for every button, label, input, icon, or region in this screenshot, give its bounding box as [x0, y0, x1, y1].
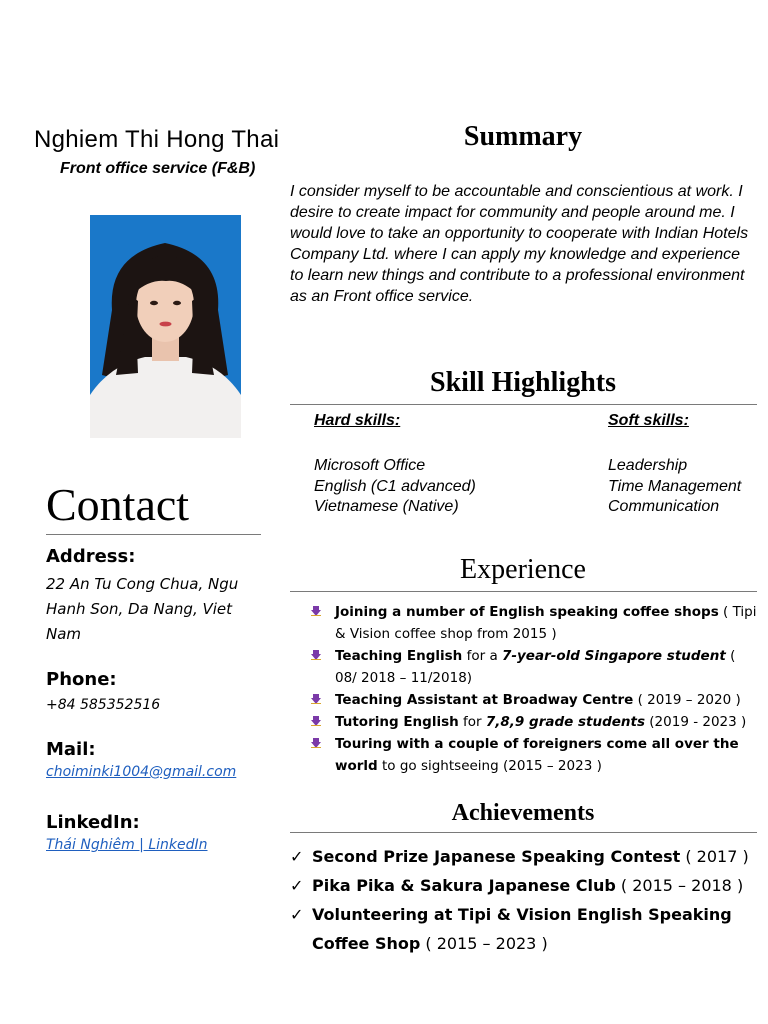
experience-divider [290, 591, 757, 592]
hard-skills-heading: Hard skills: [314, 412, 401, 429]
address-value: 22 An Tu Cong Chua, Ngu Hanh Son, Da Nang, Viet Nam [46, 575, 239, 643]
experience-item-dates: (2019 - 2023 ) [645, 714, 747, 730]
achievements-list [290, 842, 760, 958]
achievements-heading: Achievements [451, 800, 595, 826]
experience-item-detail: ( Tipi & Vision coffee shop from 2015 ) [335, 604, 757, 642]
soft-skill-item: Leadership [608, 457, 688, 474]
hard-skill-item: Vietnamese (Native) [314, 498, 459, 515]
arrow-down-bullet-icon [311, 716, 321, 726]
experience-item-emphasis: 7-year-old Singapore student [502, 648, 726, 664]
soft-skill-item: Communication [608, 498, 720, 515]
checkmark-icon: ✓ [290, 876, 304, 895]
experience-item-dates: ( 08/ 2018 – 11/2018) [335, 648, 736, 686]
experience-item [310, 733, 760, 777]
experience-item-dates: ( 2019 – 2020 ) [633, 692, 741, 708]
experience-item-title: Teaching Assistant at Broadway Centre [335, 692, 634, 708]
achievement-dates: ( 2015 – 2018 ) [615, 876, 744, 895]
experience-item [310, 601, 760, 645]
achievement-title: Second Prize Japanese Speaking Contest [312, 847, 681, 866]
linkedin-link[interactable]: Thái Nghiêm | LinkedIn [46, 837, 208, 853]
achievement-item [290, 842, 760, 871]
arrow-down-bullet-icon [311, 650, 321, 660]
experience-item-title: Touring with a couple of foreigners come all over the world [335, 736, 739, 774]
arrow-down-bullet-icon [311, 606, 321, 616]
mail-label: Mail: [46, 739, 96, 760]
achievement-item [290, 871, 760, 900]
candidate-role: Front office service (F&B) [60, 160, 256, 177]
email-link[interactable]: choiminki1004@gmail.com [46, 764, 237, 780]
phone-value: +84 585352516 [46, 697, 161, 713]
checkmark-icon: ✓ [290, 847, 304, 866]
experience-item-emphasis: 7,8,9 grade students [485, 714, 645, 730]
experience-list [310, 601, 760, 777]
arrow-down-bullet-icon [311, 694, 321, 704]
experience-item [310, 711, 760, 733]
experience-item-title: Tutoring English [335, 714, 459, 730]
achievement-title: Pika Pika & Sakura Japanese Club [312, 876, 616, 895]
experience-heading: Experience [460, 554, 586, 585]
phone-label: Phone: [46, 669, 117, 690]
summary-text: I consider myself to be accountable and conscientious at work. I desire to create impact for community and people around me. I would love to take an opportunity to cooperate with Indian Hotels Company Ltd. where I can apply my knowledge and experience to learn new things and contribute to a professional environment as an Front office service. [290, 183, 749, 305]
candidate-name: Nghiem Thi Hong Thai [34, 126, 280, 153]
experience-item-detail: for [458, 714, 486, 730]
skills-heading: Skill Highlights [430, 367, 616, 398]
experience-item-detail: for a [462, 648, 503, 664]
hard-skill-item: Microsoft Office [314, 457, 426, 474]
address-label: Address: [46, 546, 136, 567]
achievement-dates: ( 2017 ) [680, 847, 749, 866]
experience-item-title: Joining a number of English speaking coffee shops [335, 604, 719, 620]
soft-skills-heading: Soft skills: [608, 412, 689, 429]
achievements-divider [290, 832, 757, 833]
experience-item-title: Teaching English [335, 648, 463, 664]
achievement-item [290, 900, 760, 958]
soft-skill-item: Time Management [608, 478, 742, 495]
arrow-down-bullet-icon [311, 738, 321, 748]
linkedin-label: LinkedIn: [46, 812, 140, 833]
checkmark-icon: ✓ [290, 905, 304, 924]
contact-divider [46, 534, 261, 535]
experience-item [310, 645, 760, 689]
skills-divider [290, 404, 757, 405]
hard-skill-item: English (C1 advanced) [314, 478, 476, 495]
contact-heading: Contact [46, 479, 190, 530]
achievement-dates: ( 2015 – 2023 ) [420, 934, 548, 953]
portrait-illustration [90, 215, 241, 438]
profile-photo [90, 215, 241, 438]
experience-item-detail: to go sightseeing (2015 – 2023 ) [377, 758, 602, 774]
achievement-title: Volunteering at Tipi & Vision English Speaking Coffee Shop [312, 905, 732, 953]
summary-heading: Summary [463, 121, 583, 152]
experience-item [310, 689, 760, 711]
